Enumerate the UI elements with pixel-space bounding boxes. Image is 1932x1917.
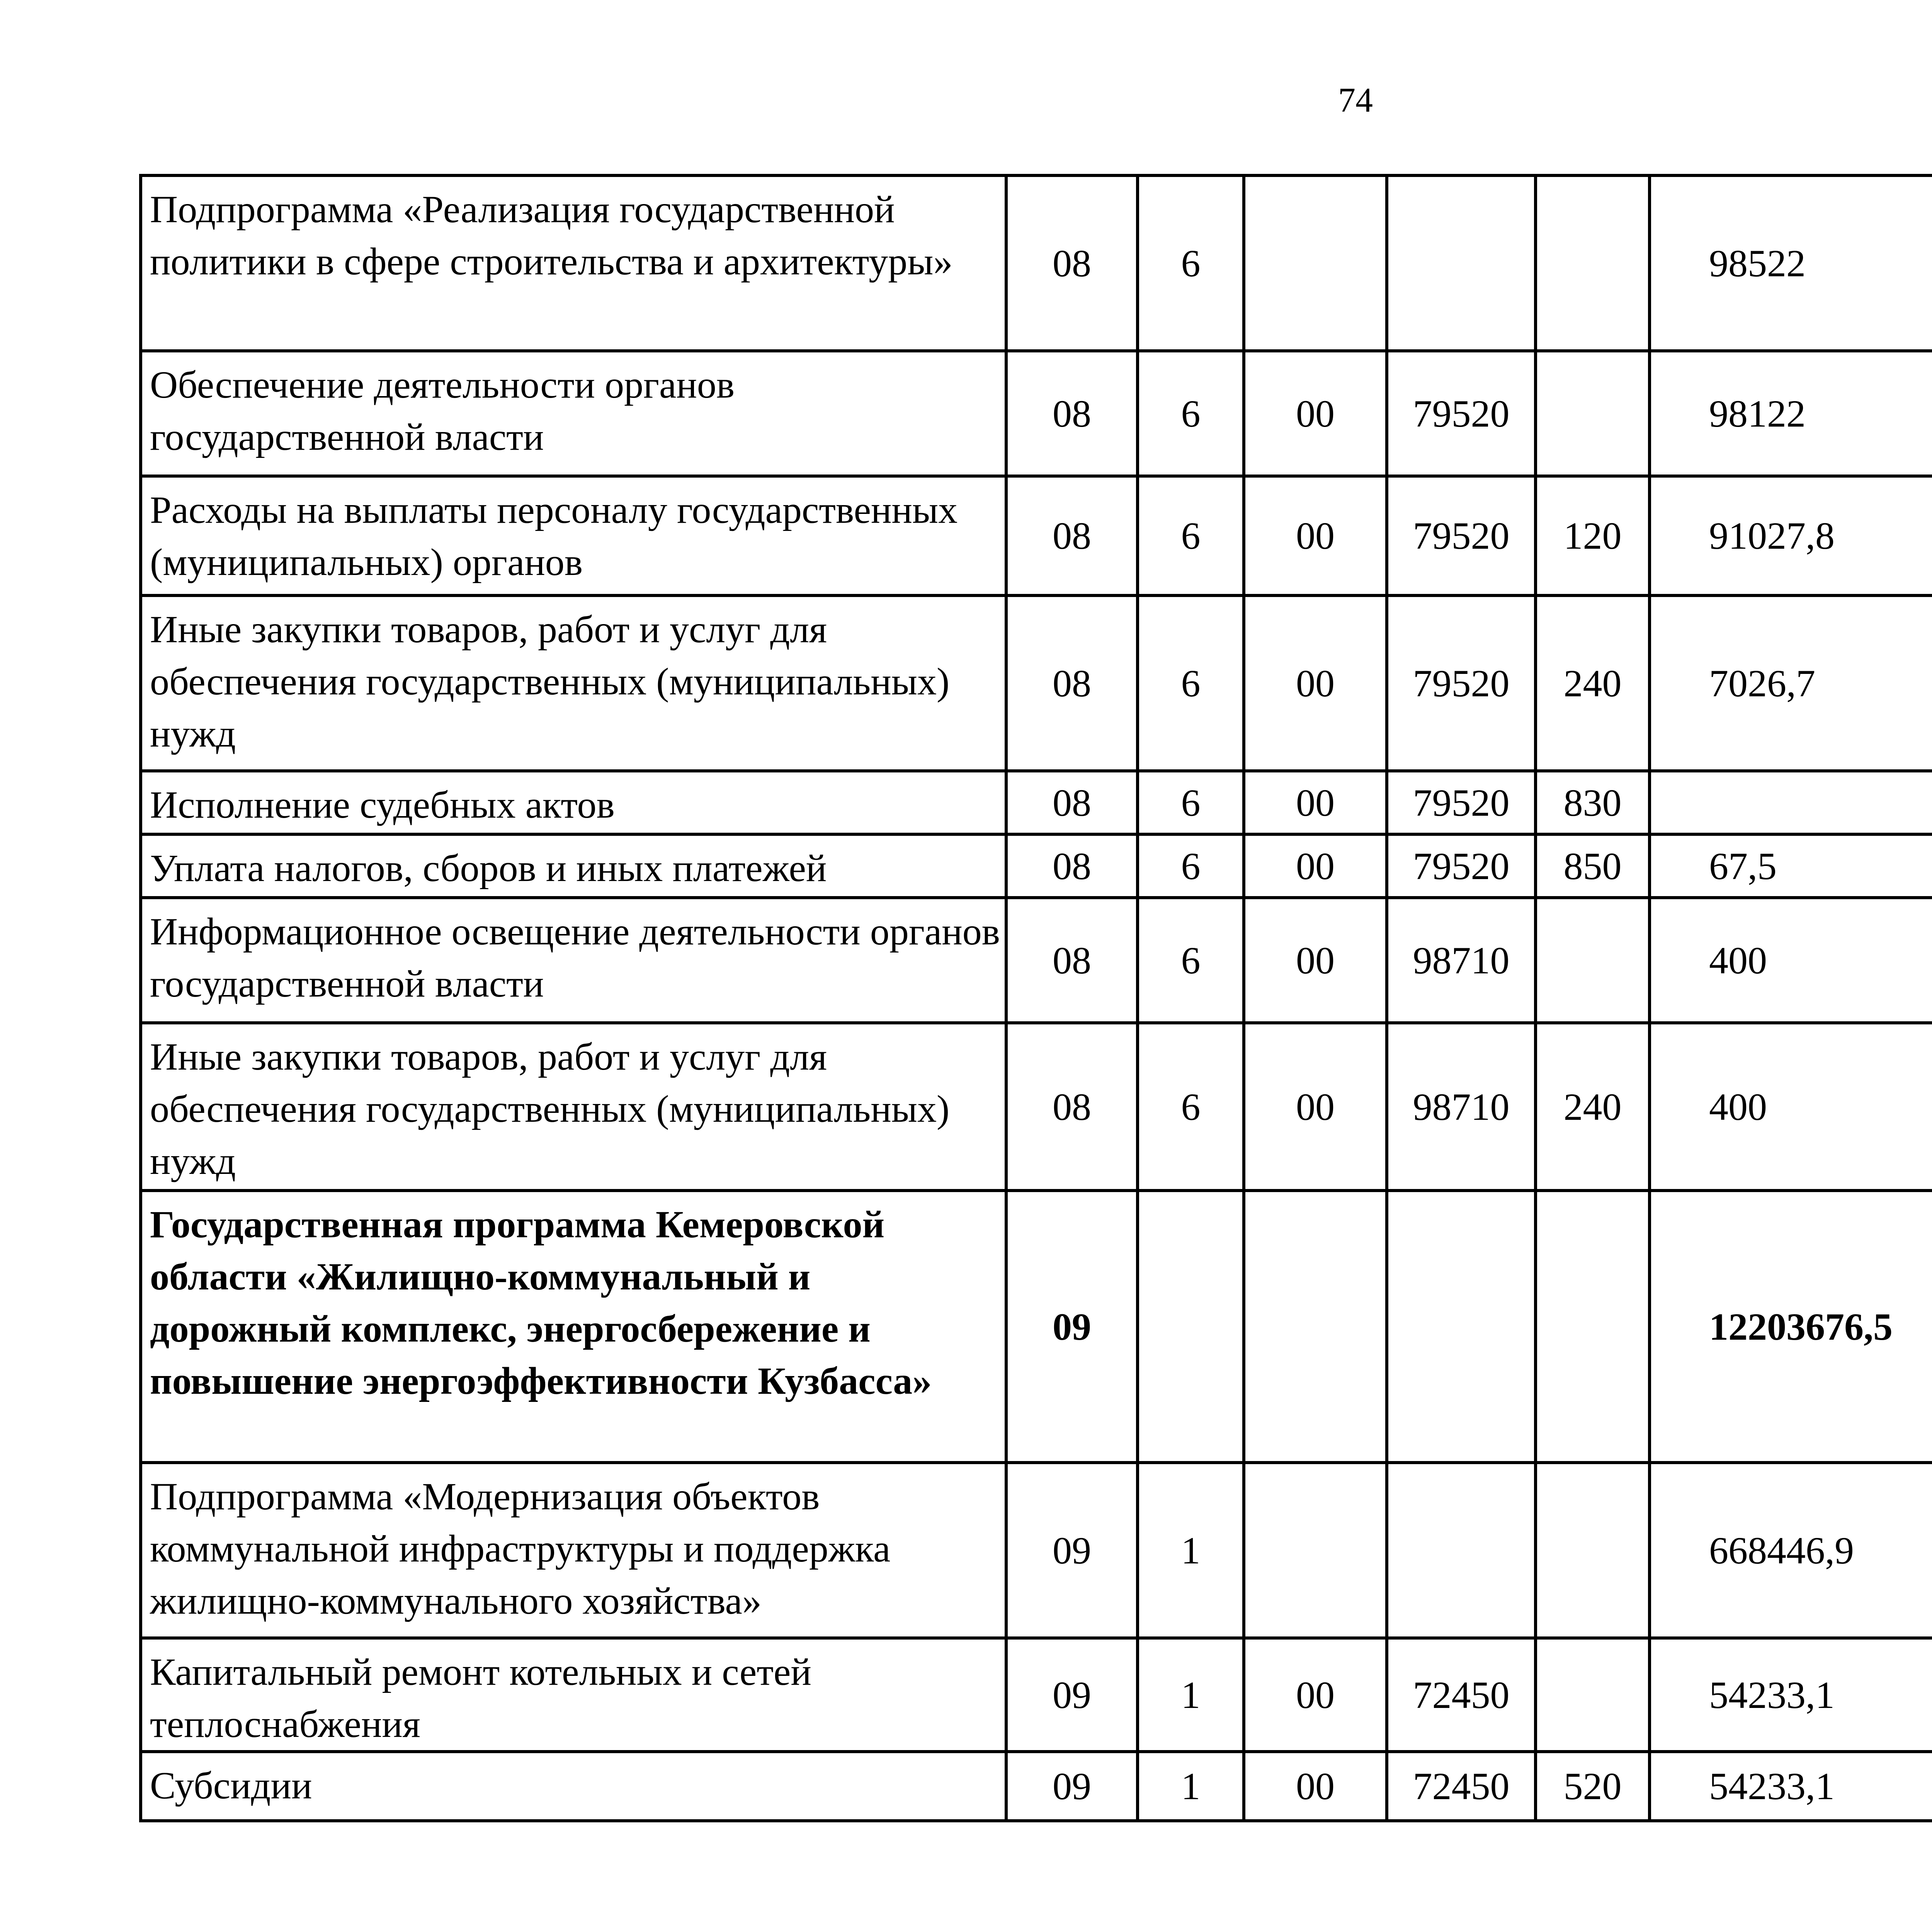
amount-col-1: 98122	[1650, 351, 1932, 476]
expense-type-code	[1536, 1463, 1650, 1638]
table-row	[141, 351, 1932, 476]
target-article-code: 79520	[1387, 771, 1536, 834]
program-code: 08	[1006, 1023, 1138, 1191]
subprogram-code: 6	[1138, 175, 1244, 351]
subprogram-code: 6	[1138, 595, 1244, 771]
table-row	[141, 476, 1932, 595]
subprogram-subcode: 00	[1244, 771, 1387, 834]
expense-type-code: 240	[1536, 1023, 1650, 1191]
subprogram-code: 6	[1138, 476, 1244, 595]
row-name: Субсидии	[141, 1752, 1006, 1821]
program-code: 09	[1006, 1463, 1138, 1638]
table-row	[141, 1191, 1932, 1463]
subprogram-subcode: 00	[1244, 595, 1387, 771]
amount-col-1: 7026,7	[1650, 595, 1932, 771]
program-code: 09	[1006, 1752, 1138, 1821]
program-code: 09	[1006, 1191, 1138, 1463]
amount-col-1: 400	[1650, 898, 1932, 1023]
target-article-code: 98710	[1387, 1023, 1536, 1191]
subprogram-code: 1	[1138, 1463, 1244, 1638]
subprogram-code: 1	[1138, 1638, 1244, 1752]
program-code: 08	[1006, 834, 1138, 898]
target-article-code	[1387, 1463, 1536, 1638]
target-article-code: 98710	[1387, 898, 1536, 1023]
expense-type-code: 240	[1536, 595, 1650, 771]
target-article-code: 72450	[1387, 1752, 1536, 1821]
row-name: Иные закупки товаров, работ и услуг для обеспечения государственных (муниципальных) нужд	[141, 1023, 1006, 1191]
amount-col-1: 98522	[1650, 175, 1932, 351]
program-code: 08	[1006, 595, 1138, 771]
target-article-code: 79520	[1387, 834, 1536, 898]
subprogram-code	[1138, 1191, 1244, 1463]
amount-col-1: 12203676,5	[1650, 1191, 1932, 1463]
row-name: Исполнение судебных актов	[141, 771, 1006, 834]
target-article-code: 79520	[1387, 476, 1536, 595]
program-code: 09	[1006, 1638, 1138, 1752]
subprogram-code: 1	[1138, 1752, 1244, 1821]
subprogram-subcode: 00	[1244, 1023, 1387, 1191]
expense-type-code: 520	[1536, 1752, 1650, 1821]
program-code: 08	[1006, 351, 1138, 476]
program-code: 08	[1006, 771, 1138, 834]
amount-col-1: 67,5	[1650, 834, 1932, 898]
budget-table	[139, 174, 1932, 1822]
subprogram-subcode	[1244, 175, 1387, 351]
amount-col-1: 54233,1	[1650, 1752, 1932, 1821]
expense-type-code: 120	[1536, 476, 1650, 595]
expense-type-code	[1536, 175, 1650, 351]
subprogram-subcode	[1244, 1463, 1387, 1638]
subprogram-subcode	[1244, 1191, 1387, 1463]
subprogram-subcode: 00	[1244, 1638, 1387, 1752]
amount-col-1: 91027,8	[1650, 476, 1932, 595]
table-row	[141, 1752, 1932, 1821]
row-name: Информационное освещение деятельности органов государственной власти	[141, 898, 1006, 1023]
subprogram-subcode: 00	[1244, 476, 1387, 595]
amount-col-1	[1650, 771, 1932, 834]
table-row	[141, 175, 1932, 351]
table-row	[141, 834, 1932, 898]
table-row	[141, 898, 1932, 1023]
expense-type-code	[1536, 1191, 1650, 1463]
table-row	[141, 595, 1932, 771]
target-article-code: 72450	[1387, 1638, 1536, 1752]
table-row	[141, 771, 1932, 834]
table-row	[141, 1638, 1932, 1752]
expense-type-code: 830	[1536, 771, 1650, 834]
program-code: 08	[1006, 175, 1138, 351]
subprogram-subcode: 00	[1244, 351, 1387, 476]
target-article-code: 79520	[1387, 351, 1536, 476]
row-name: Подпрограмма «Реализация государственной политики в сфере строительства и архитектуры»	[141, 175, 1006, 351]
table-body	[141, 175, 1932, 1821]
row-name: Уплата налогов, сборов и иных платежей	[141, 834, 1006, 898]
subprogram-subcode: 00	[1244, 898, 1387, 1023]
target-article-code	[1387, 1191, 1536, 1463]
amount-col-1: 668446,9	[1650, 1463, 1932, 1638]
expense-type-code: 850	[1536, 834, 1650, 898]
subprogram-code: 6	[1138, 898, 1244, 1023]
row-name: Подпрограмма «Модернизация объектов коммунальной инфраструктуры и поддержка жилищно-коммунального хозяйства»	[141, 1463, 1006, 1638]
row-name: Расходы на выплаты персоналу государственных (муниципальных) органов	[141, 476, 1006, 595]
expense-type-code	[1536, 351, 1650, 476]
program-code: 08	[1006, 476, 1138, 595]
row-name: Капитальный ремонт котельных и сетей теплоснабжения	[141, 1638, 1006, 1752]
table-row	[141, 1463, 1932, 1638]
program-code: 08	[1006, 898, 1138, 1023]
amount-col-1: 400	[1650, 1023, 1932, 1191]
page-number: 74	[1338, 81, 1373, 119]
row-name: Обеспечение деятельности органов государственной власти	[141, 351, 1006, 476]
subprogram-code: 6	[1138, 834, 1244, 898]
row-name: Государственная программа Кемеровской области «Жилищно-коммунальный и дорожный комплекс, энергосбережение и повышение энергоэффективности Кузбасса»	[141, 1191, 1006, 1463]
row-name: Иные закупки товаров, работ и услуг для обеспечения государственных (муниципальных) нужд	[141, 595, 1006, 771]
subprogram-subcode: 00	[1244, 1752, 1387, 1821]
subprogram-subcode: 00	[1244, 834, 1387, 898]
table-row	[141, 1023, 1932, 1191]
subprogram-code: 6	[1138, 1023, 1244, 1191]
amount-col-1: 54233,1	[1650, 1638, 1932, 1752]
target-article-code: 79520	[1387, 595, 1536, 771]
subprogram-code: 6	[1138, 351, 1244, 476]
expense-type-code	[1536, 1638, 1650, 1752]
expense-type-code	[1536, 898, 1650, 1023]
subprogram-code: 6	[1138, 771, 1244, 834]
target-article-code	[1387, 175, 1536, 351]
